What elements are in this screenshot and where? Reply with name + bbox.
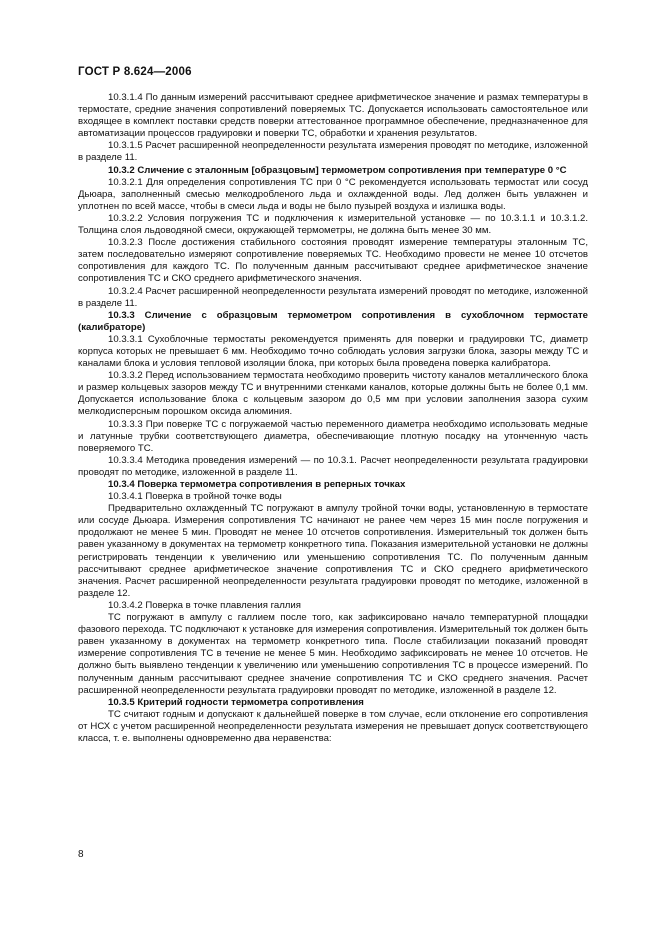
- paragraph-10-3-4-2: 10.3.4.2 Поверка в точке плавления галлия: [108, 599, 301, 611]
- paragraph-gallium-body: ТС погружают в ампулу с галлием после того, как зафиксировано начало температурной площадки фазового перехода. ТС подключают к установке для измерения сопротивления. Измерительный ток должен быть равен указанному в документах на термометр конкретного типа. После стабилизации показаний проводят измерение сопротивления ТС в течение не менее 5 мин. Необходимо зафиксировать не менее 10 отсчетов. Не должно быть выявлено тенденции к увеличению или уменьшению сопротивления ТС в процессе измерений. По полученным данным рассчитывают среднее значение сопротивления ТС и СКО среднего значения. Расчет расширенной неопределенности результата градуировки проводят по методике, изложенной в разделе 12.: [78, 612, 588, 696]
- paragraph-10-3-1-5: 10.3.1.5 Расчет расширенной неопределенности результата измерения проводят по методике, изложенной в разделе 11.: [78, 140, 588, 164]
- paragraph-10-3-4-1: 10.3.4.1 Поверка в тройной точке воды: [108, 491, 282, 503]
- paragraph-10-3-2-2: 10.3.2.2 Условия погружения ТС и подключения к измерительной установке — по 10.3.1.1 и 10.3.1.2. Толщина слоя льдоводяной смеси, окружающей термометры, не должна быть менее 30 мм.: [78, 212, 588, 237]
- page-number: 8: [78, 849, 84, 860]
- heading-10-3-3: 10.3.3 Сличение с образцовым термометром сопротивления в сухоблочном термостате (калибраторе): [78, 309, 588, 333]
- paragraph-10-3-3-3: 10.3.3.3 При поверке ТС с погружаемой частью переменного диаметра необходимо использовать медные и латунные трубки соответствующего диаметра, обеспечивающие плотную посадку на утонченную часть поверяемого ТС.: [78, 418, 588, 454]
- paragraph-10-3-1-4: 10.3.1.4 По данным измерений рассчитывают среднее арифметическое значение и размах температуры в термостате, средние значения сопротивлений поверяемых ТС. Допускается использовать самостоятельное или входящее в комплект поставки средств поверки аттестованное программное обеспечение, предназначенное для автоматизации процессов градуировки и поверки ТС, обработки и хранения результатов.: [78, 92, 588, 140]
- heading-10-3-5: 10.3.5 Критерий годности термометра сопротивления: [108, 696, 364, 708]
- heading-10-3-4: 10.3.4 Поверка термометра сопротивления в реперных точках: [108, 479, 406, 490]
- paragraph-10-3-3-2: 10.3.3.2 Перед использованием термостата необходимо проверить чистоту каналов металлического блока и размер кольцевых зазоров между ТС и внутренними стенками каналов, которые должны быть не более 0,1 мм. Допускается использование блока с кольцевым зазором до 0,5 мм при условии заполнения зазора сухим мелкодисперсным порошком оксида алюминия.: [78, 370, 588, 418]
- paragraph-triple-point-body: Предварительно охлажденный ТС погружают в ампулу тройной точки воды, установленную в термостате или сосуде Дьюара. Измерения сопротивления ТС начинают не ранее чем через 15 мин после погружения и продолжают не менее 5 мин. Проводят не менее 10 отсчетов сопротивления. Измерительный ток должен быть равен указанному в документах на термометр конкретного типа. Показания измерительной установки не должны регистрировать тенденции к увеличению или уменьшению сопротивления ТС. По полученным данным рассчитывают среднее арифметическое значение сопротивления ТС и СКО среднего арифметического значения. Расчет расширенной неопределенности результата градуировки проводят по методике, изложенной в разделе 12.: [78, 503, 588, 599]
- paragraph-10-3-3-4: 10.3.3.4 Методика проведения измерений — по 10.3.1. Расчет неопределенности результата градуировки проводят по методике, изложенной в разделе 11.: [78, 454, 588, 478]
- paragraph-10-3-2-1: 10.3.2.1 Для определения сопротивления ТС при 0 °С рекомендуется использовать термостат или сосуд Дьюара, заполненный смесью мелкодробленого льда и охлажденной воды. Лед должен быть увлажнен и уплотнен по всей массе, чтобы в смеси льда и воды не было пузырей воздуха и излишка воды.: [78, 176, 588, 212]
- document-body: [78, 92, 588, 745]
- paragraph-10-3-2-4: 10.3.2.4 Расчет расширенной неопределенности результата измерений проводят по методике, изложенной в разделе 11.: [78, 285, 588, 309]
- paragraph-criterion-body: ТС считают годным и допускают к дальнейшей поверке в том случае, если отклонение его сопротивления от НСХ с учетом расширенной неопределенности результата измерения не превышает допуск соответствующего класса, т. е. выполнены одновременно два неравенства:: [78, 708, 588, 744]
- paragraph-10-3-3-1: 10.3.3.1 Сухоблочные термостаты рекомендуется применять для поверки и градуировки ТС, диаметр корпуса которых не превышает 6 мм. Необходимо точно соблюдать условия загрузки блока, зазоры между ТС и каналами блока и условия тепловой изоляции блока, при которых была проведена поверка калибратора.: [78, 333, 588, 370]
- paragraph-10-3-2-3: 10.3.2.3 После достижения стабильного состояния проводят измерение температуры эталонным ТС, затем последовательно измеряют сопротивление поверяемых ТС. Необходимо провести не менее 10 отсчетов сопротивления для каждого ТС. По полученным данным рассчитывают среднее арифметическое значение сопротивления ТС и СКО среднего арифметического значения.: [78, 237, 588, 285]
- document-header: ГОСТ Р 8.624—2006: [78, 66, 192, 78]
- heading-10-3-2: 10.3.2 Сличение с эталонным [образцовым] термометром сопротивления при температуре 0 °С: [108, 164, 567, 176]
